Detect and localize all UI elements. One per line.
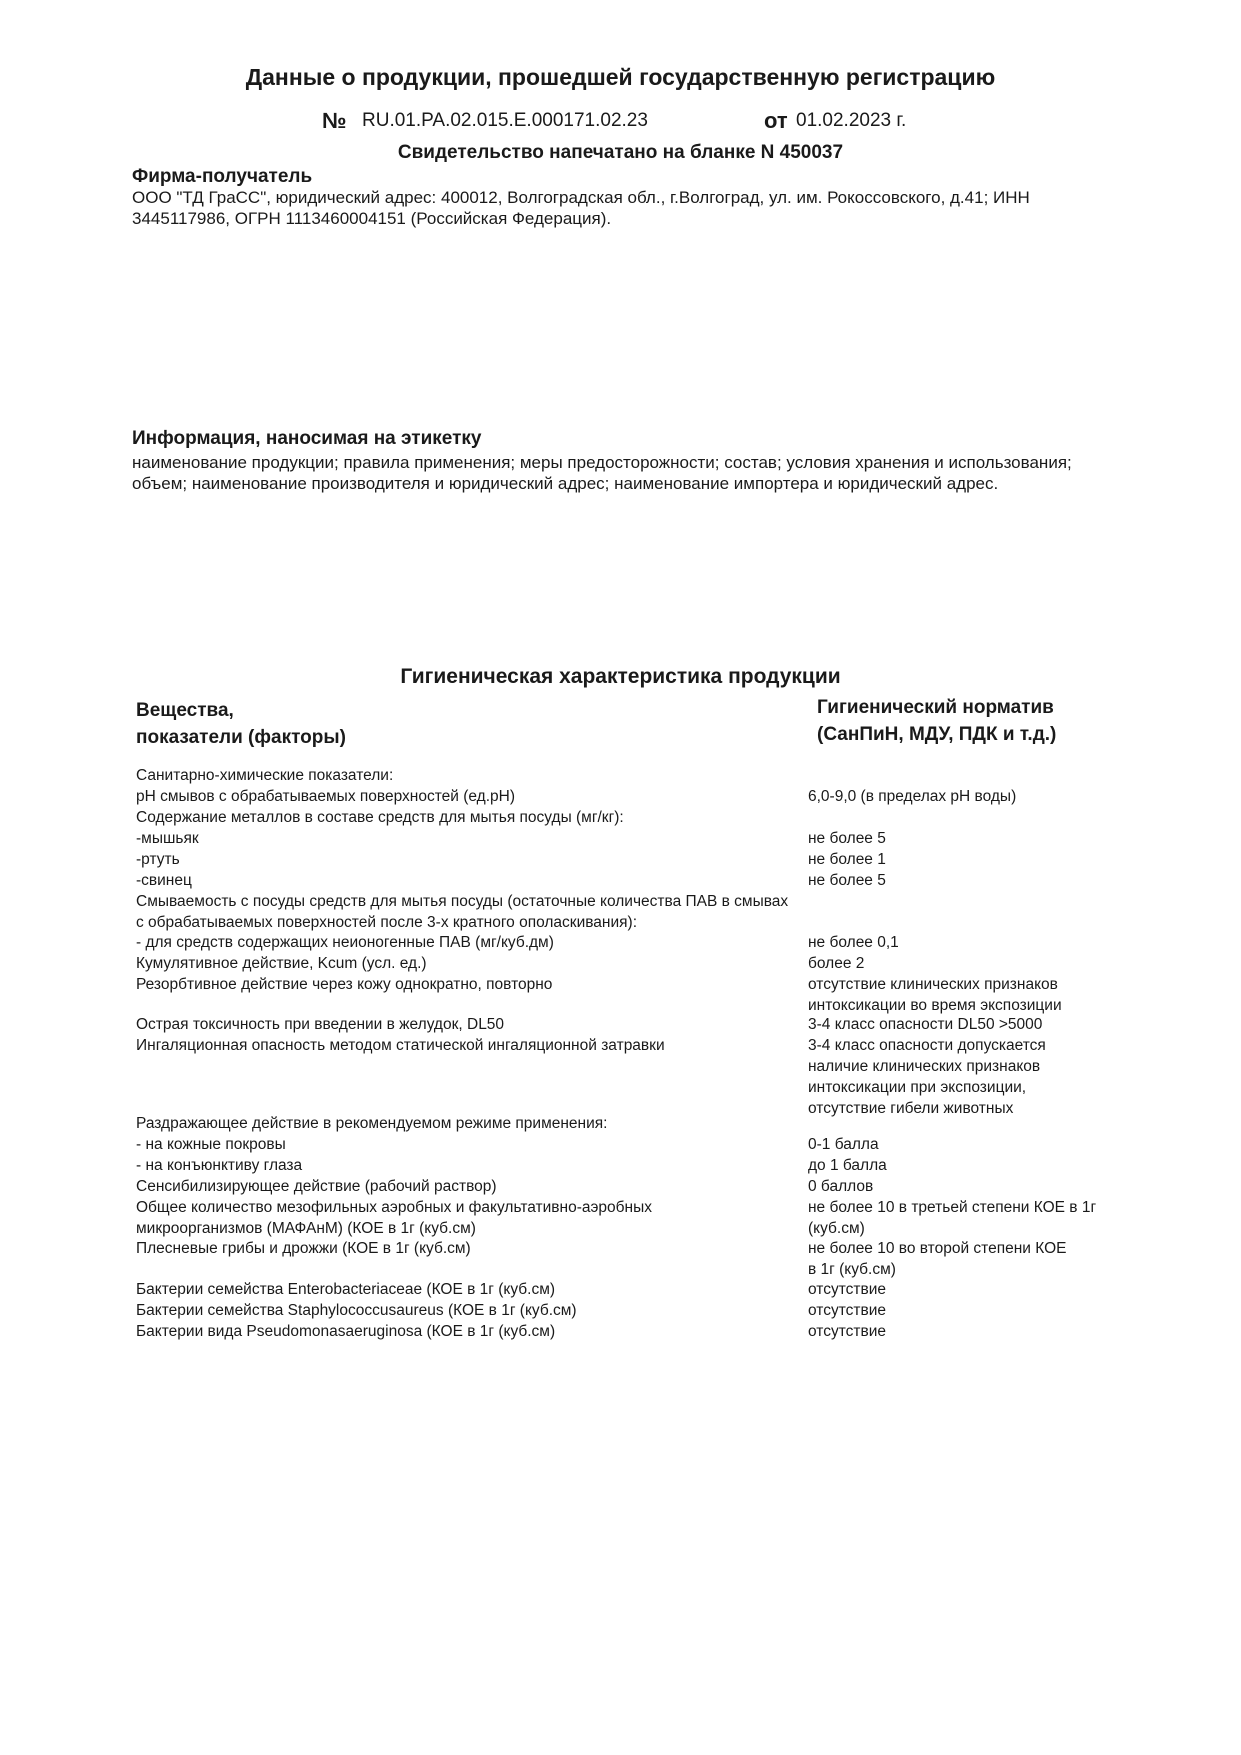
indicator-row: Сенсибилизирующее действие (рабочий раствор) [136, 1178, 497, 1195]
registration-number: RU.01.PA.02.015.E.000171.02.23 [362, 110, 648, 131]
recipient-text: ООО "ТД ГраСС", юридический адрес: 400012, Волгоградская обл., г.Волгоград, ул. им. Рокоссовского, д.41; ИНН 3445117986, ОГРН 1113460004151 (Российская Федерация). [132, 188, 1030, 228]
norm-value: 3-4 класс опасности DL50 >5000 [808, 1016, 1043, 1033]
indicator-row: Бактерии семейства Enterobacteriaceae (КОЕ в 1г (куб.см) [136, 1281, 556, 1298]
norm-value: более 2 [808, 955, 865, 972]
indicator-row: Содержание металлов в составе средств для мытья посуды (мг/кг): [136, 809, 624, 826]
norm-value: 6,0-9,0 (в пределах pH воды) [808, 788, 1017, 805]
indicator-row: Острая токсичность при введении в желудок, DL50 [136, 1016, 505, 1033]
document-title: Данные о продукции, прошедшей государственную регистрацию [245, 64, 996, 90]
column-header-line: (СанПиН, МДУ, ПДК и т.д.) [817, 724, 1057, 745]
indicator-row: Плесневые грибы и дрожжи (КОЕ в 1г (куб.см) [136, 1240, 471, 1257]
indicator-row: Смываемость с посуды средств для мытья посуды (остаточные количества ПАВ в смывах с обрабатываемых поверхностей после 3-х кратного ополаскивания): [136, 893, 789, 931]
indicator-row: -свинец [136, 872, 192, 889]
norm-value: 3-4 класс опасности допускается наличие клинических признаков интоксикации при экспозиции, отсутствие гибели животных [808, 1037, 1046, 1117]
norm-value: не более 5 [808, 872, 886, 889]
column-header-substances [136, 697, 346, 751]
norm-value: отсутствие [808, 1302, 886, 1319]
norm-value: отсутствие клинических признаков интоксикации во время экспозиции [808, 976, 1062, 1014]
norm-value: до 1 балла [808, 1157, 887, 1174]
registration-date-label: от [764, 108, 788, 133]
norm-value: не более 1 [808, 851, 886, 868]
norm-value: отсутствие [808, 1323, 886, 1340]
indicator-row: - на конъюнктиву глаза [136, 1157, 303, 1174]
indicator-row: Санитарно-химические показатели: [136, 767, 394, 784]
indicator-row: -ртуть [136, 851, 180, 868]
indicator-row: Кумулятивное действие, Kcum (усл. ед.) [136, 955, 427, 972]
indicator-row: Ингаляционная опасность методом статической ингаляционной затравки [136, 1037, 665, 1054]
norm-value: не более 5 [808, 830, 886, 847]
indicator-row: - на кожные покровы [136, 1136, 286, 1153]
label-info-text: наименование продукции; правила применения; меры предосторожности; состав; условия хранения и использования; объем; наименование производителя и юридический адрес; наименование импортера и юридический адрес. [132, 453, 1072, 493]
indicator-row: Общее количество мезофильных аэробных и факультативно-аэробных микроорганизмов (МАФАнМ) (КОЕ в 1г (куб.см) [136, 1199, 652, 1237]
indicator-row: Раздражающее действие в рекомендуемом режиме применения: [136, 1115, 608, 1132]
norm-value: отсутствие [808, 1281, 886, 1298]
indicator-row: - для средств содержащих неионогенные ПАВ (мг/куб.дм) [136, 934, 554, 951]
registration-date: 01.02.2023 г. [796, 110, 907, 131]
hygiene-title: Гигиеническая характеристика продукции [400, 665, 841, 688]
column-header-line: Вещества, [136, 700, 234, 721]
norm-value: не более 0,1 [808, 934, 899, 951]
recipient-heading: Фирма-получатель [132, 166, 313, 187]
norm-value: не более 10 в третьей степени КОЕ в 1г (куб.см) [808, 1199, 1097, 1237]
indicator-row: Резорбтивное действие через кожу однократно, повторно [136, 976, 553, 993]
indicator-row: Бактерии вида Pseudomonasaeruginosa (КОЕ в 1г (куб.см) [136, 1323, 556, 1340]
column-header-line: Гигиенический норматив [817, 697, 1054, 718]
norm-value: 0 баллов [808, 1178, 874, 1195]
indicator-row: Бактерии семейства Staphylococcusaureus (КОЕ в 1г (куб.см) [136, 1302, 577, 1319]
norm-value: не более 10 во второй степени КОЕ в 1г (куб.см) [808, 1240, 1067, 1278]
blank-number: Свидетельство напечатано на бланке N 450037 [397, 142, 844, 163]
registration-number-label: № [322, 108, 347, 133]
norm-value: 0-1 балла [808, 1136, 879, 1153]
column-header-line: показатели (факторы) [136, 727, 346, 748]
column-header-norm [817, 694, 1056, 748]
label-info-heading: Информация, наносимая на этикетку [132, 428, 482, 449]
indicator-row: -мышьяк [136, 830, 199, 847]
indicator-row: pH смывов с обрабатываемых поверхностей (ед.pH) [136, 788, 515, 805]
